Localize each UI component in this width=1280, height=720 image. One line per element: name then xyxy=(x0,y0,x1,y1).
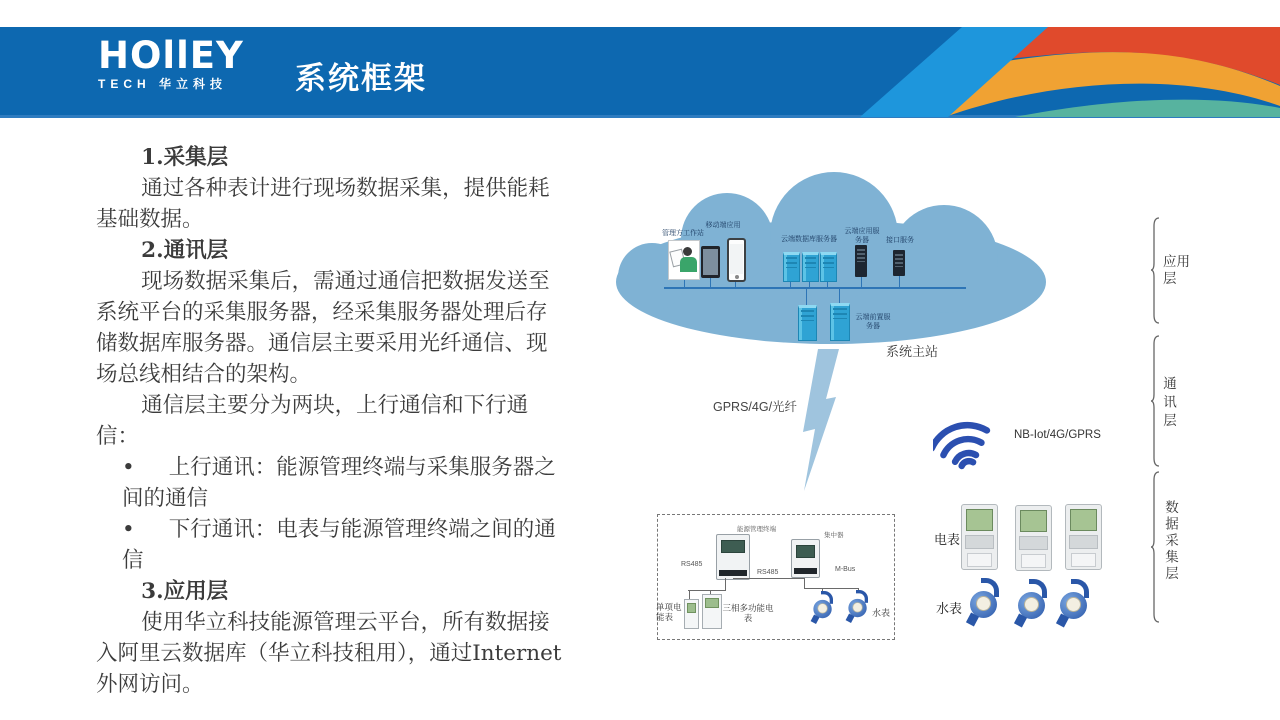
layer-label-application: 应用层 xyxy=(1163,254,1190,286)
app-server-icon xyxy=(855,245,867,277)
rs485-left-label: RS485 xyxy=(681,561,703,568)
electric-meter-group-label: 电表 xyxy=(934,532,961,547)
section-2-paragraph-1: 现场数据采集后，需通过通信把数据发送至系统平台的采集服务器，经采集服务器处理后存储数据库服务器。通信层主要采用光纤通信、现场总线相结合的架构。 xyxy=(96,269,550,387)
wire xyxy=(688,590,726,591)
front-server-icon xyxy=(798,305,817,341)
section-3-paragraph: 使用华立科技能源管理云平台，所有数据接入阿里云数据库（华立科技租用），通过Internet外网访问。 xyxy=(96,610,562,697)
front-server-icon xyxy=(830,303,850,341)
bus-drop xyxy=(899,275,900,287)
water-meter-group-label: 水表 xyxy=(936,601,963,616)
water-meter-icon xyxy=(847,590,870,628)
water-meter-icon xyxy=(968,578,1002,634)
interface-label: 接口服务 xyxy=(886,237,914,244)
cloud-caption: 系统主站 xyxy=(886,344,939,359)
layer-label-data-collection: 数据采集层 xyxy=(1163,500,1178,583)
comm-bullet-list xyxy=(96,452,568,576)
app-server-label: 云端应用服务器 xyxy=(844,228,880,244)
collector-label: 集中器 xyxy=(824,532,844,539)
corner-ribbon-decoration xyxy=(850,0,1280,118)
bus-drop xyxy=(806,289,807,305)
single-phase-label: 单项电能表 xyxy=(656,602,682,622)
water-meter-icon xyxy=(1016,579,1050,635)
section-3-heading: 3.应用层 xyxy=(141,579,229,604)
bus-drop xyxy=(861,276,862,287)
tablet-icon xyxy=(701,246,720,278)
section-2-heading: 2.通讯层 xyxy=(141,238,229,263)
three-phase-label: 三相多功能电表 xyxy=(722,603,774,623)
workstation-icon xyxy=(668,240,700,280)
energy-terminal-icon xyxy=(716,534,750,580)
layer-brace xyxy=(1150,217,1161,324)
page-title: 系统框架 xyxy=(295,61,427,96)
three-phase-meter-icon xyxy=(702,594,722,629)
field-water-label: 水表 xyxy=(872,608,891,618)
db-server-label: 云端数据库服务器 xyxy=(781,236,837,243)
wireless-label: NB-Iot/4G/GPRS xyxy=(1014,429,1101,441)
wireless-signal-icon xyxy=(933,416,1003,482)
single-phase-meter-icon xyxy=(684,599,699,629)
interface-server-icon xyxy=(893,250,905,276)
db-server-icon xyxy=(820,252,837,282)
wire xyxy=(725,578,726,590)
logo-tagline: TECH 华立科技 xyxy=(98,77,228,91)
layer-brace xyxy=(1150,471,1161,623)
water-meter-icon xyxy=(1058,579,1092,635)
section-1-paragraph: 通过各种表计进行现场数据采集，提供能耗基础数据。 xyxy=(96,176,550,232)
electric-meter-icon xyxy=(1065,504,1102,570)
logo-text: HOllEY xyxy=(98,34,244,77)
db-server-icon xyxy=(802,252,819,282)
bullet-downlink: • 下行通讯：电表与能源管理终端之间的通信 xyxy=(96,514,568,576)
person-head xyxy=(683,247,692,256)
section-1-heading: 1.采集层 xyxy=(141,145,229,170)
collector-icon xyxy=(791,539,820,578)
mbus-wire xyxy=(804,588,859,589)
rs485-mid-label: RS485 xyxy=(757,569,779,576)
cloud-bus-line xyxy=(664,287,966,289)
company-logo xyxy=(98,34,244,91)
mbus-label: M-Bus xyxy=(835,566,856,573)
phone-icon xyxy=(727,238,746,282)
bullet-uplink: • 上行通讯：能源管理终端与采集服务器之间的通信 xyxy=(96,452,568,514)
person-body xyxy=(680,257,697,272)
workstation-label: 管理方工作站 xyxy=(662,230,704,237)
electric-meter-icon xyxy=(1015,505,1052,571)
rs485-bus-wire xyxy=(733,578,805,579)
mobile-label: 移动端应用 xyxy=(705,222,741,229)
body-text xyxy=(96,142,568,700)
lightning-bolt-icon xyxy=(794,349,840,493)
electric-meter-icon xyxy=(961,504,998,570)
wire xyxy=(804,578,805,588)
section-2-paragraph-2: 通信层主要分为两块，上行通信和下行通信： xyxy=(96,393,529,449)
bus-drop xyxy=(839,289,840,303)
db-server-icon xyxy=(783,252,800,282)
front-server-label: 云端前置服务器 xyxy=(855,314,891,330)
uplink-label: GPRS/4G/光纤 xyxy=(713,400,798,414)
layer-label-communication: 通讯层 xyxy=(1161,376,1176,432)
water-meter-icon xyxy=(812,591,835,629)
terminal-label: 能源管理终端 xyxy=(737,526,776,533)
